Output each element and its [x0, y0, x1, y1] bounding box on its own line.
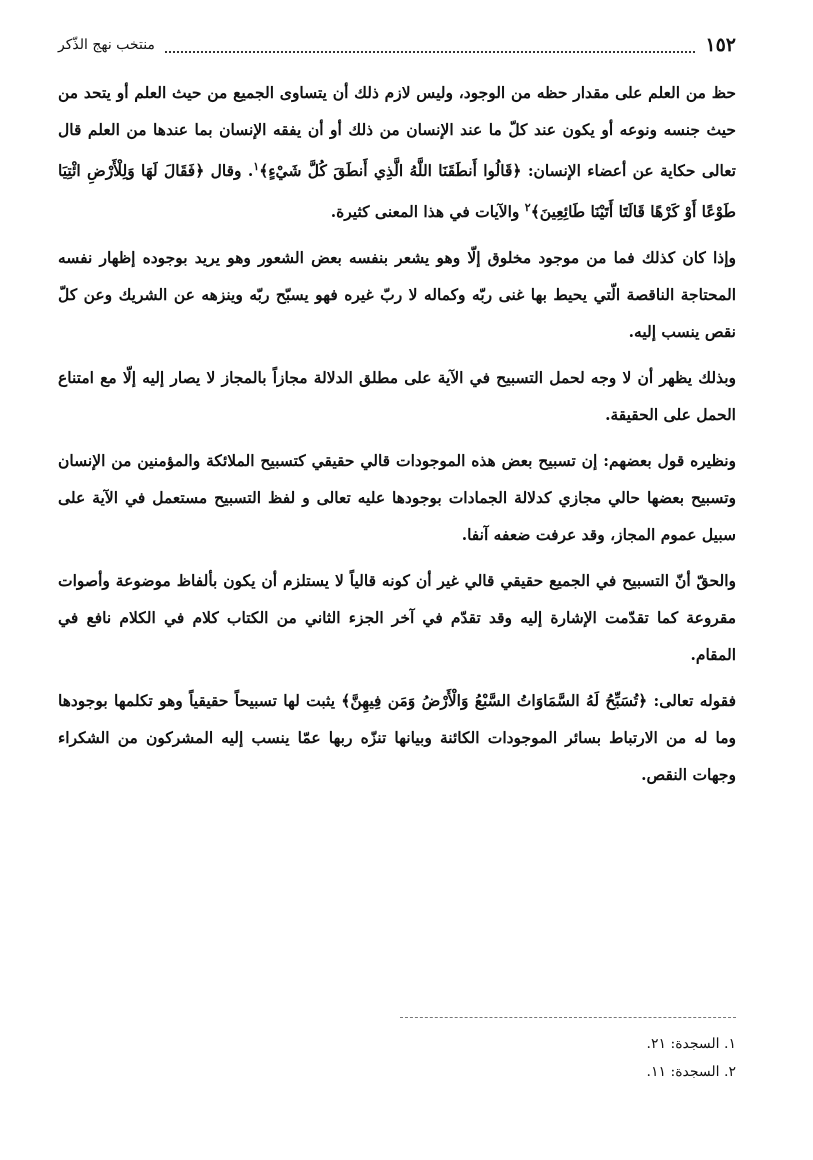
footnote-separator — [400, 1017, 736, 1018]
header-dotted-leader — [165, 37, 695, 53]
paragraph-text: حظ من العلم على مقدار حظه من الوجود، وليس لازم ذلك أن يتساوى الجميع من حيث العلم أو يتحد من حيث جنسه ونوعه أو يكون عند كلّ ما عند الإنسان من ذلك أو أن يفقه الإنسان بما عندها من العلم قال تعالى حكاية عن أعضاء الإنسان: ﴿قَالُوا أَنطَقَنَا اللَّهُ الَّذِي أَنطَقَ كُلَّ شَيْءٍ﴾ — [58, 83, 736, 181]
paragraph-text: والآيات في هذا المعنى كثيرة. — [330, 202, 525, 222]
page-number: ١٥٢ — [705, 34, 736, 56]
main-text — [58, 74, 736, 793]
footnote: ٢. السجدة: ١١. — [646, 1064, 736, 1080]
paragraph-text: وبذلك يظهر أن لا وجه لحمل التسبيح في الآية على مطلق الدلالة مجازاً بالمجاز لا يصار إليه إلّا مع امتناع الحمل على الحقيقة. — [58, 368, 736, 425]
paragraph — [58, 239, 736, 350]
footnote-reference: ٢ — [524, 201, 531, 215]
paragraph — [58, 359, 736, 433]
page-header — [58, 30, 736, 60]
paragraph — [58, 74, 736, 230]
paragraph — [58, 562, 736, 673]
paragraph — [58, 442, 736, 553]
paragraph-text: فقوله تعالى: ﴿تُسَبِّحُ لَهُ السَّمَاوَاتُ السَّبْعُ وَالْأَرْضُ وَمَن فِيهِنَّ﴾ يثبت لها تسبيحاً حقيقياً وهو تكلمها بوجودها وما له من الارتباط بسائر الموجودات الكائنة وبيانها تنزّه ربها عمّا ينسب إليه المشركون من الشكراء وجهات النقص. — [58, 691, 736, 785]
paragraph-text: والحقّ أنّ التسبيح في الجميع حقيقي قالي غير أن كونه قالياً لا يستلزم أن يكون بألفاظ موضوعة وأصوات مقروعة كما تقدّمت الإشارة إليه وقد تقدّم في آخر الجزء الثاني من الكتاب كلام في الكلام نافع في المقام. — [58, 571, 736, 665]
paragraph-text: ونظيره قول بعضهم: إن تسبيح بعض هذه الموجودات قالي حقيقي كتسبيح الملائكة والمؤمنين من الإنسان وتسبيح بعضها حالي مجازي كدلالة الجمادات بوجودها عليه تعالى و لفظ التسبيح مستعمل في الآية على سبيل عموم المجاز، وقد عرفت ضعفه آنفا. — [58, 451, 736, 545]
running-title: منتخب نهج الذّكر — [58, 37, 155, 53]
footnote: ١. السجدة: ٢١. — [646, 1036, 736, 1052]
paragraph — [58, 682, 736, 793]
footnotes — [58, 1030, 736, 1086]
footnote-reference: ١ — [253, 160, 260, 173]
paragraph-text: . وقال ﴿فَقَالَ لَهَا وَلِلْأَرْضِ ائْتِيَا طَوْعًا أَوْ كَرْهًا قَالَتَا أَتَيْنَا طَائِعِينَ﴾ — [58, 161, 736, 222]
paragraph-text: وإذا كان كذلك فما من موجود مخلوق إلّا وهو يشعر بنفسه بعض الشعور وهو يريد بوجوده إظهار نفسه المحتاجة الناقصة الّتي يحيط بها غنى ربّه وكماله لا ربّ غيره فهو يسبّح ربّه وينزهه عن الشريك وعن كلّ نقص ينسب إليه. — [58, 248, 736, 342]
